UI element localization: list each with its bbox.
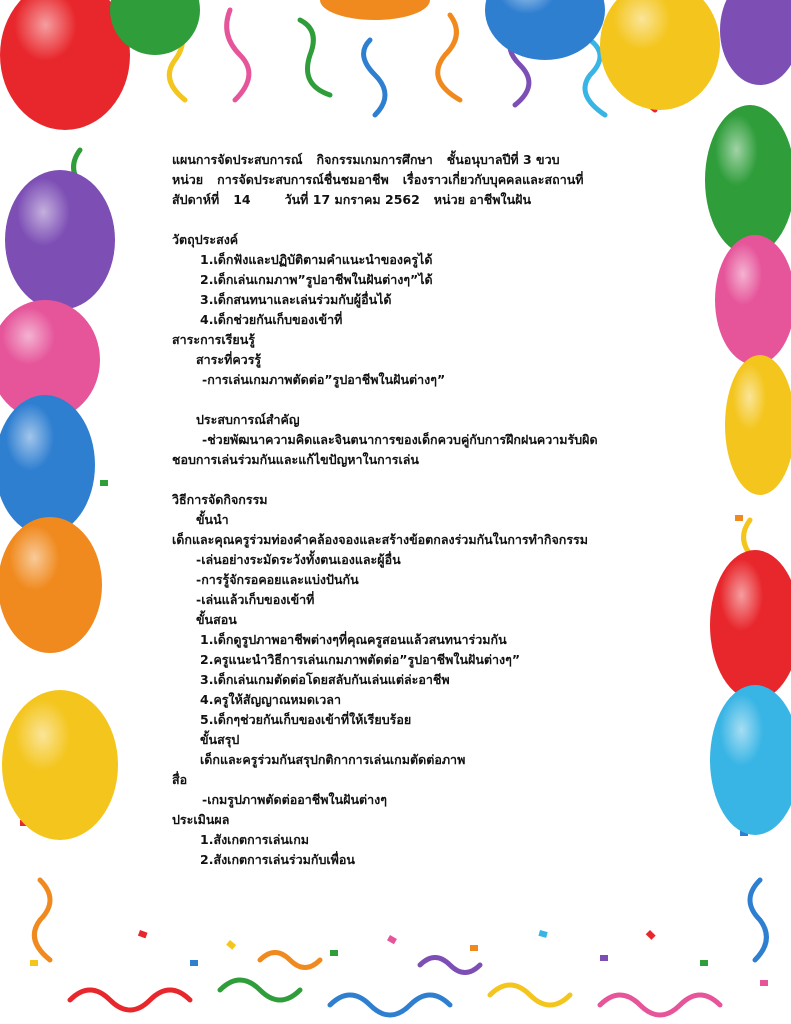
header-line-1 (172, 150, 692, 170)
date-text: วันที่ 17 มกราคม 2562 (284, 192, 420, 207)
content-item: -การเล่นเกมภาพตัดต่อ”รูปอาชีพในฝันต่างๆ” (202, 372, 446, 387)
experience-line: -ช่วยพัฒนาความคิดและจินตนาการของเด็กควบคู่กับการฝึกฝนความรับผิด (202, 432, 598, 447)
experience-heading: ประสบการณ์สำคัญ (196, 412, 300, 427)
intro-item: -เล่นแล้วเก็บของเข้าที่ (196, 592, 315, 607)
content-heading: สาระการเรียนรู้ (172, 332, 255, 347)
lesson-plan-document (172, 150, 692, 870)
step-item: 5.เด็กๆช่วยกันเก็บของเข้าที่ให้เรียบร้อย (200, 712, 412, 727)
plan-title: แผนการจัดประสบการณ์ (172, 152, 303, 167)
week-label: สัปดาห์ที่ (172, 192, 220, 207)
step-item: 2.ครูแนะนำวิธีการเล่นเกมภาพตัดต่อ”รูปอาชีพในฝันต่างๆ” (200, 652, 521, 667)
content-subheading: สาระที่ควรรู้ (196, 352, 262, 367)
topic-name: เรื่องราวเกี่ยวกับบุคคลและสถานที่ (402, 172, 584, 187)
media-item: -เกมรูปภาพตัดต่ออาชีพในฝันต่างๆ (202, 792, 387, 807)
step-item: 1.เด็กดูรูปภาพอาชีพต่างๆที่คุณครูสอนแล้วสนทนาร่วมกัน (200, 632, 507, 647)
activity-type: กิจกรรมเกมการศึกษา (316, 152, 433, 167)
week-number: 14 (233, 192, 251, 207)
objective-item: 3.เด็กสนทนาและเล่นร่วมกับผู้อื่นได้ (200, 292, 392, 307)
header-line-2 (172, 170, 692, 190)
media-heading: สื่อ (172, 772, 188, 787)
evaluation-item: 1.สังเกตการเล่นเกม (200, 832, 309, 847)
header-line-3 (172, 190, 692, 210)
unit-name: การจัดประสบการณ์ชื่นชมอาชีพ (217, 172, 389, 187)
summary-heading: ขั้นสรุป (200, 732, 240, 747)
objective-item: 1.เด็กฟังและปฏิบัติตามคำแนะนำของครูได้ (200, 252, 433, 267)
activity-heading: วิธีการจัดกิจกรรม (172, 492, 268, 507)
grade-level: ชั้นอนุบาลปีที่ 3 ขวบ (446, 152, 560, 167)
step-item: 4.ครูให้สัญญาณหมดเวลา (200, 692, 341, 707)
evaluation-heading: ประเมินผล (172, 812, 230, 827)
objective-item: 4.เด็กช่วยกันเก็บของเข้าที่ (200, 312, 343, 327)
intro-item: -เล่นอย่างระมัดระวังทั้งตนเองและผู้อื่น (196, 552, 401, 567)
experience-line: ชอบการเล่นร่วมกันและแก้ไขปัญหาในการเล่น (172, 452, 419, 467)
intro-item: -การรู้จักรอคอยและแบ่งปันกัน (196, 572, 359, 587)
objective-item: 2.เด็กเล่นเกมภาพ”รูปอาชีพในฝันต่างๆ”ได้ (200, 272, 433, 287)
intro-heading: ขั้นนำ (196, 512, 229, 527)
summary-line: เด็กและครูร่วมกันสรุปกติกาการเล่นเกมตัดต่อภาพ (200, 752, 466, 767)
evaluation-item: 2.สังเกตการเล่นร่วมกับเพื่อน (200, 852, 355, 867)
unit-subject: หน่วย อาชีพในฝัน (433, 192, 532, 207)
steps-heading: ขั้นสอน (196, 612, 237, 627)
objectives-heading: วัตถุประสงค์ (172, 232, 239, 247)
intro-line: เด็กและคุณครูร่วมท่องคำคล้องจองและสร้างข้อตกลงร่วมกันในการทำกิจกรรม (172, 532, 589, 547)
unit-label: หน่วย (172, 172, 204, 187)
step-item: 3.เด็กเล่นเกมตัดต่อโดยสลับกันเล่นแต่ล่ะอาชีพ (200, 672, 450, 687)
